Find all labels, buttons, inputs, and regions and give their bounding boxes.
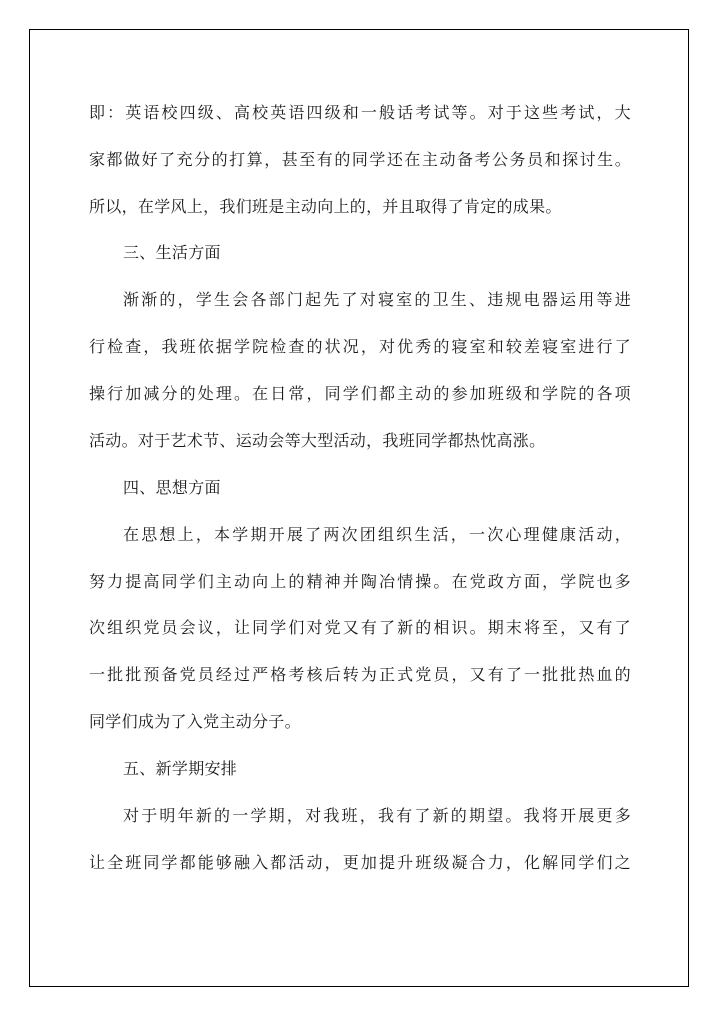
section-heading-thought: 四、思想方面 — [123, 478, 221, 497]
text-line-2: 家都做好了充分的打算，甚至有的同学还在主动备考公务员和探讨生。 — [89, 150, 631, 169]
text-line-16: 对于明年新的一学期，对我班，我有了新的期望。我将开展更多 — [123, 806, 631, 825]
page-border — [29, 29, 689, 987]
text-line-13: 一批批预备党员经过严格考核后转为正式党员，又有了一批批热血的 — [89, 665, 631, 684]
text-line-12: 次组织党员会议，让同学们对党又有了新的相识。期末将至，又有了 — [89, 618, 631, 637]
text-line-8: 活动。对于艺术节、运动会等大型活动，我班同学都热忱高涨。 — [89, 431, 546, 450]
text-line-5: 渐渐的，学生会各部门起先了对寝室的卫生、违规电器运用等进 — [123, 290, 631, 309]
section-heading-new-term: 五、新学期安排 — [123, 759, 238, 778]
section-heading-life: 三、生活方面 — [123, 243, 221, 262]
text-line-14: 同学们成为了入党主动分子。 — [89, 712, 301, 731]
text-line-1: 即：英语校四级、高校英语四级和一般话考试等。对于这些考试，大 — [89, 103, 631, 122]
text-line-6: 行检查，我班依据学院检查的状况，对优秀的寝室和较差寝室进行了 — [89, 337, 631, 356]
text-line-11: 努力提高同学们主动向上的精神并陶冶情操。在党政方面，学院也多 — [89, 572, 631, 591]
text-line-7: 操行加减分的处理。在日常，同学们都主动的参加班级和学院的各项 — [89, 384, 631, 403]
text-line-3: 所以，在学风上，我们班是主动向上的，并且取得了肯定的成果。 — [89, 197, 562, 216]
text-line-10: 在思想上，本学期开展了两次团组织生活，一次心理健康活动， — [123, 525, 631, 544]
text-line-17: 让全班同学都能够融入都活动，更加提升班级凝合力，化解同学们之 — [89, 853, 631, 872]
